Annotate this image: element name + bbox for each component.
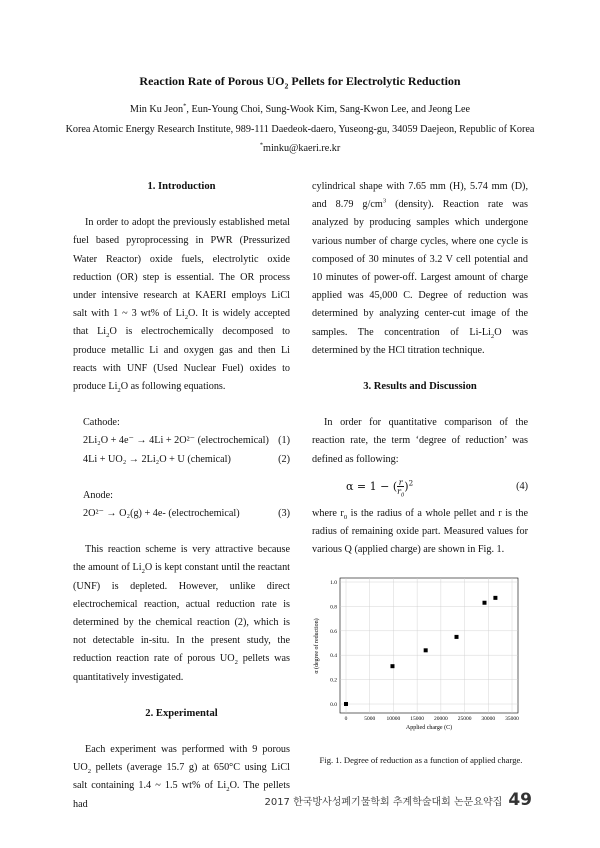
equation-1: 2Li₂O + 4e⁻ → 4Li + 2O²⁻ (electrochemical) (1)	[83, 435, 290, 447]
x-axis-label: Applied charge (C)	[405, 725, 453, 731]
affiliation: Korea Atomic Energy Research Institute, 989-111 Daedeok-daero, Yuseong-gu, 34059 Daejeon, Republic of Korea	[65, 124, 535, 135]
intro-paragraph-2: This reaction scheme is very attractive because the amount of $Li_2O$ is kept constant until the reactant (UNF) is depleted. However, unlike direct electrochemical reaction, actual reduction rate is determined by the chemical reaction (2), which is not detectable in-situ. In the present study, the reduction reaction rate of porous $UO_2$ pellets was quantitatively investigated.	[73, 544, 291, 683]
x-tick-label: 20000	[433, 716, 448, 722]
x-tick-label: 15000	[410, 716, 425, 722]
equation-2: 4Li + UO₂ → 2Li₂O + U (chemical) (2)	[83, 453, 290, 465]
email: *minku@kaeri.re.kr	[259, 141, 341, 154]
y-tick-label: 0.6	[330, 628, 337, 635]
left-column	[73, 178, 290, 814]
anode-label: Anode:	[83, 489, 113, 501]
x-tick-label: 30000	[481, 716, 496, 722]
figure-caption: Fig. 1. Degree of reduction as a function of applied charge.	[319, 755, 523, 765]
y-tick-label: 0.2	[330, 677, 337, 684]
cathode-label: Cathode:	[83, 417, 120, 429]
page-footer: 2017 한국방사성폐기물학회 추계학술대회 논문요약집 49	[264, 790, 532, 810]
plot-frame	[340, 578, 518, 713]
section-heading-experimental: 2. Experimental	[145, 707, 218, 719]
x-tick-labels	[345, 716, 520, 722]
equation-4: α = 1 − ( r $r_0)^2$ (4)	[346, 477, 528, 499]
paper-title: Reaction Rate of Porous $UO_2$ Pellets for Electrolytic Reduction	[139, 74, 461, 91]
chart-grid	[340, 578, 518, 713]
data-point	[493, 596, 497, 600]
y-tick-labels	[330, 580, 337, 708]
section-heading-results: 3. Results and Discussion	[363, 381, 477, 393]
experimental-paragraph-1: Each experiment was performed with 9 porous $UO_2$ pellets (average 15.7 g) at 650°C using LiCl salt containing 1.4 ~ 1.5 wt% of $Li_2O$. The pellets had	[73, 744, 290, 810]
experimental-paragraph-2: cylindrical shape with 7.65 mm (H), 5.74 mm (D), and 8.79 $g/cm^3$ (density). Reaction rate was analyzed by producing samples which undergone various number of charge cycles, where one cycle is composed of 30 minutes of 3.2 V cell potential and 10 minutes of power-off. Largest amount of charge applied was 45,000 C. Degree of reduction was determined by analyzing center-cut image of the samples. The concentration of $Li-Li_2O$ was determined by the HCl titration technique.	[312, 181, 528, 356]
y-tick-label: 1.0	[330, 580, 337, 586]
x-tick-label: 0	[344, 716, 348, 722]
x-tick-label: 35000	[505, 716, 519, 722]
x-tick-label: 5000	[364, 716, 376, 722]
data-point	[424, 648, 428, 652]
authors: Min Ku Jeon*, Eun-Young Choi, Sung-Wook Kim, Sang-Kwon Lee, and Jeong Lee	[129, 102, 471, 115]
data-point	[482, 601, 486, 605]
y-tick-label: 0.0	[330, 702, 337, 708]
right-column	[312, 178, 528, 559]
page-number: 49	[508, 790, 532, 810]
y-axis-label: α (degree of reduction)	[314, 618, 320, 674]
x-tick-label: 25000	[457, 716, 472, 722]
data-point	[455, 635, 459, 639]
y-tick-label: 0.4	[330, 653, 337, 660]
data-point	[390, 664, 394, 668]
results-paragraph-1: In order for quantitative comparison of the reaction rate, the term ‘degree of reduction’ was defined as following:	[312, 417, 528, 465]
equation-3: 2O²⁻ → O₂(g) + 4e- (electrochemical) (3)	[83, 508, 290, 520]
section-heading-introduction: 1. Introduction	[147, 181, 216, 192]
reduction-chart	[312, 570, 530, 740]
data-points	[344, 596, 497, 706]
data-point	[344, 702, 348, 706]
x-tick-label: 10000	[386, 716, 401, 722]
results-paragraph-2: where $r_0$ is the radius of a whole pellet and r is the radius of remaining oxide part. Measured values for various Q (applied charge) are shown in Fig. 1.	[312, 507, 528, 556]
intro-paragraph-1: In order to adopt the previously established metal fuel based pyroprocessing in PWR (Pressurized Water Reactor) oxide fuels, electrolytic oxide reduction (OR) step is essential. The OR process under intensive research at KAERI employs LiCl salt with 1 ~ 3 wt% of $Li_2O$. It is widely accepted that $Li_2O$ is electrochemically decomposed to produce metallic Li and oxygen gas and then Li reacts with UNF (Used Nuclear Fuel) oxides to produce $Li_2O$ as following equations.	[73, 217, 290, 395]
y-tick-label: 0.8	[330, 604, 337, 611]
